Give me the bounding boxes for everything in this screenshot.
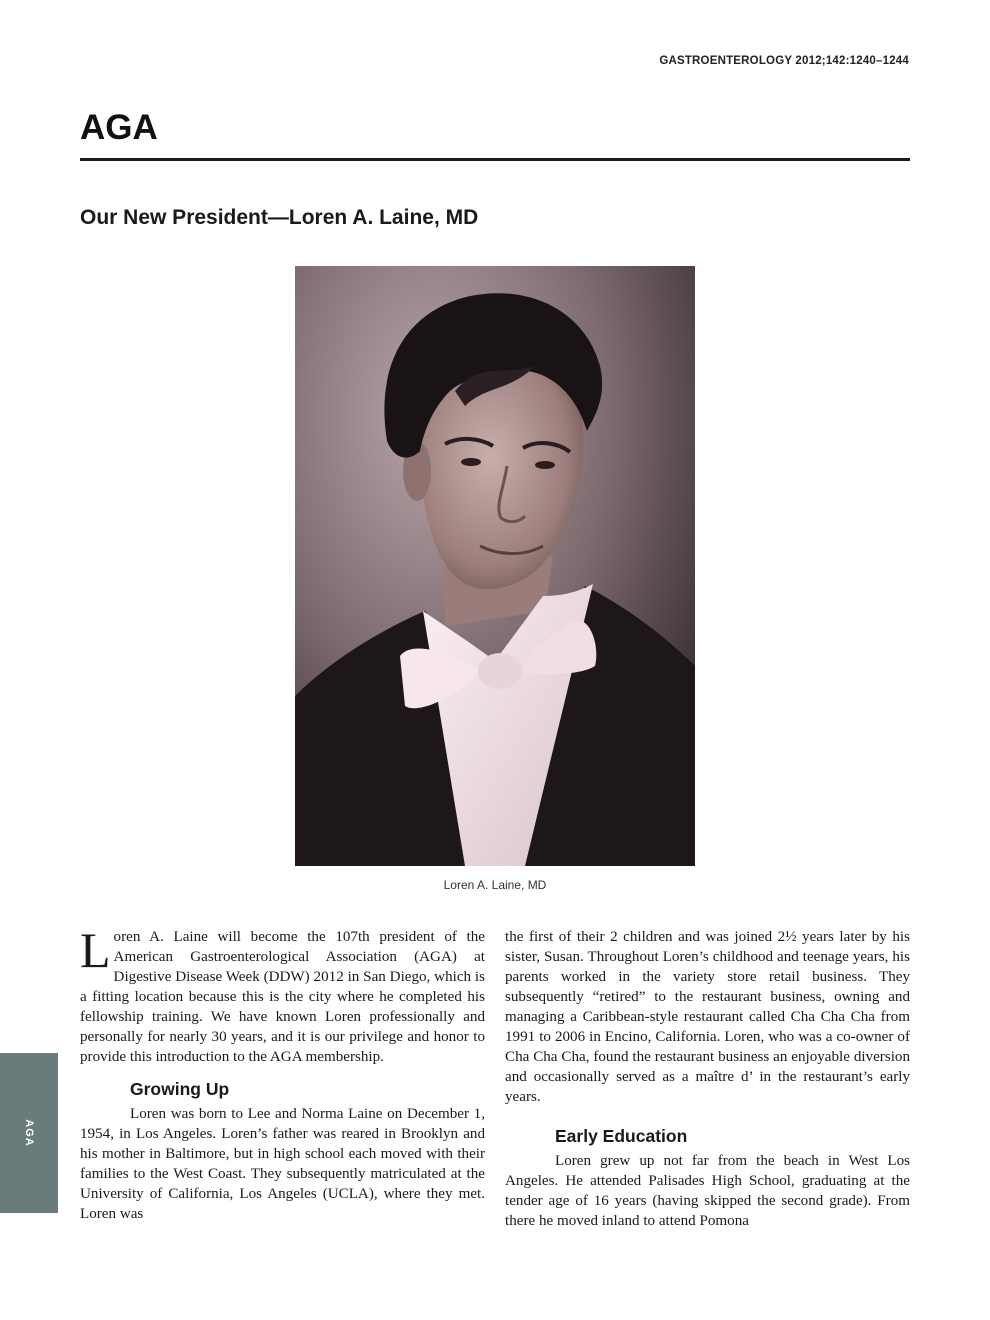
section-side-tab [0,1053,58,1213]
text-column-left [80,922,485,1224]
section-label: AGA [80,108,158,147]
text-column-right [505,927,910,1231]
intro-paragraph [80,922,485,1067]
header-rule [80,158,910,161]
intro-text: oren A. Laine will become the 107th president of the American Gastroenterological Association (AGA) at Digestive Disease Week (DDW) 2012 in San Diego, which is a fitting location because this is the city where he completed his fellowship training. We have known Loren professionally and personally for nearly 30 years, and it is our privilege and honor to provide this introduction to the AGA membership. [80,929,485,1065]
growing-up-paragraph: Loren was born to Lee and Norma Laine on December 1, 1954, in Los Angeles. Loren’s father was reared in Brooklyn and his mother in Baltimore, but in high school each moved with their families to the West Coast. They subsequently matriculated at the University of California, Los Angeles (UCLA), where they met. Loren was [80,1106,485,1222]
heading-early-education: Early Education [555,1126,688,1146]
drop-cap: L [80,922,111,978]
portrait-photo [295,266,695,866]
early-education-paragraph: Loren grew up not far from the beach in West Los Angeles. He attended Palisades High School, graduating at the tender age of 16 years (having skipped the second grade). From there he moved inland to attend Pomona [505,1153,910,1229]
article-title: Our New President—Loren A. Laine, MD [80,206,479,229]
family-paragraph: the first of their 2 children and was joined 2½ years later by his sister, Susan. Throughout Loren’s childhood and teenage years, his parents worked in the variety store retail business. They subsequently “retired” to the restaurant business, owning and managing a Caribbean-style restaurant called Cha Cha Cha from 1991 to 2006 in Encino, California. Loren, who was a co-owner of Cha Cha Cha, found the restaurant business an enjoyable diversion and occasionally served as a maître d’ in the restaurant’s early years. [505,929,910,1105]
journal-reference: GASTROENTEROLOGY 2012;142:1240–1244 [659,55,909,67]
heading-growing-up: Growing Up [130,1079,230,1099]
side-tab-label: AGA [23,1119,35,1147]
photo-caption: Loren A. Laine, MD [443,878,547,892]
